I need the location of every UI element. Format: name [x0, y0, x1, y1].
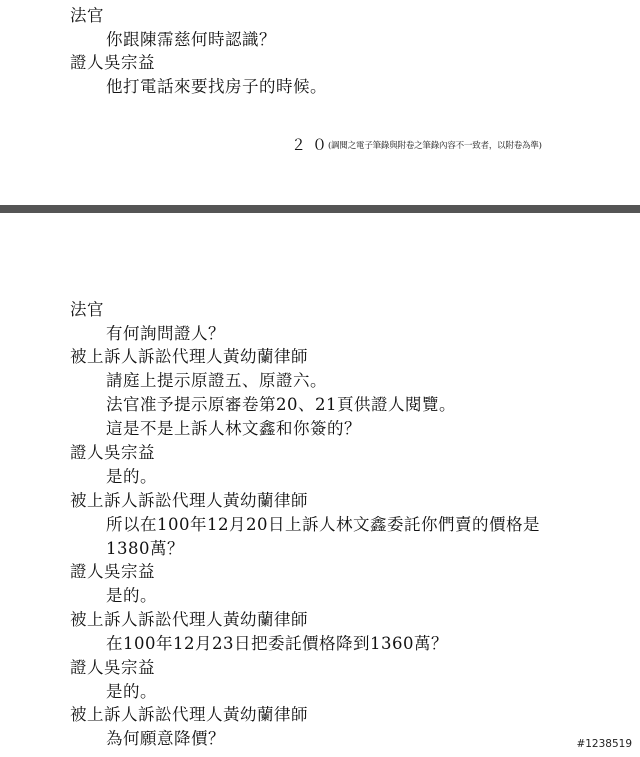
transcript-page-lower [0, 213, 640, 757]
speaker-label: 被上訴人訴訟代理人黃幼蘭律師 [70, 705, 308, 724]
speech-line: 你跟陳霈慈何時認識？ [106, 30, 276, 49]
speaker-label: 法官 [70, 300, 104, 319]
speech-line: 請庭上提示原證五、原證六。 [106, 371, 327, 390]
speech-line: 有何詢問證人？ [106, 324, 225, 343]
speaker-label: 證人吳宗益 [70, 562, 155, 581]
speaker-label: 被上訴人訴訟代理人黃幼蘭律師 [70, 347, 308, 366]
speaker-label: 證人吳宗益 [70, 53, 155, 72]
speech-line: 法官准予提示原審卷第20、21頁供證人閱覽。 [106, 395, 456, 414]
speaker-label: 證人吳宗益 [70, 443, 155, 462]
speech-line: 所以在100年12月20日上訴人林文鑫委託你們賣的價格是 [106, 515, 540, 534]
speech-line: 是的。 [106, 586, 157, 605]
speech-line: 1380萬？ [106, 539, 184, 558]
speech-line: 是的。 [106, 467, 157, 486]
speech-line: 為何願意降價？ [106, 729, 225, 748]
page-number: ２０ [291, 136, 334, 154]
speaker-label: 法官 [70, 6, 104, 25]
transcript-page-upper [0, 0, 640, 205]
speaker-label: 被上訴人訴訟代理人黃幼蘭律師 [70, 610, 308, 629]
speaker-label: 證人吳宗益 [70, 658, 155, 677]
document-id-watermark: #1238519 [576, 738, 632, 750]
page-separator [0, 205, 640, 213]
speech-line: 這是不是上訴人林文鑫和你簽的？ [106, 419, 361, 438]
speech-line: 在100年12月23日把委託價格降到1360萬？ [106, 634, 448, 653]
speech-line: 是的。 [106, 682, 157, 701]
speech-line: 他打電話來要找房子的時候。 [106, 77, 327, 96]
speaker-label: 被上訴人訴訟代理人黃幼蘭律師 [70, 491, 308, 510]
page-footnote: (調閱之電子筆錄與附卷之筆錄內容不一致者，以附卷為準) [328, 141, 542, 151]
